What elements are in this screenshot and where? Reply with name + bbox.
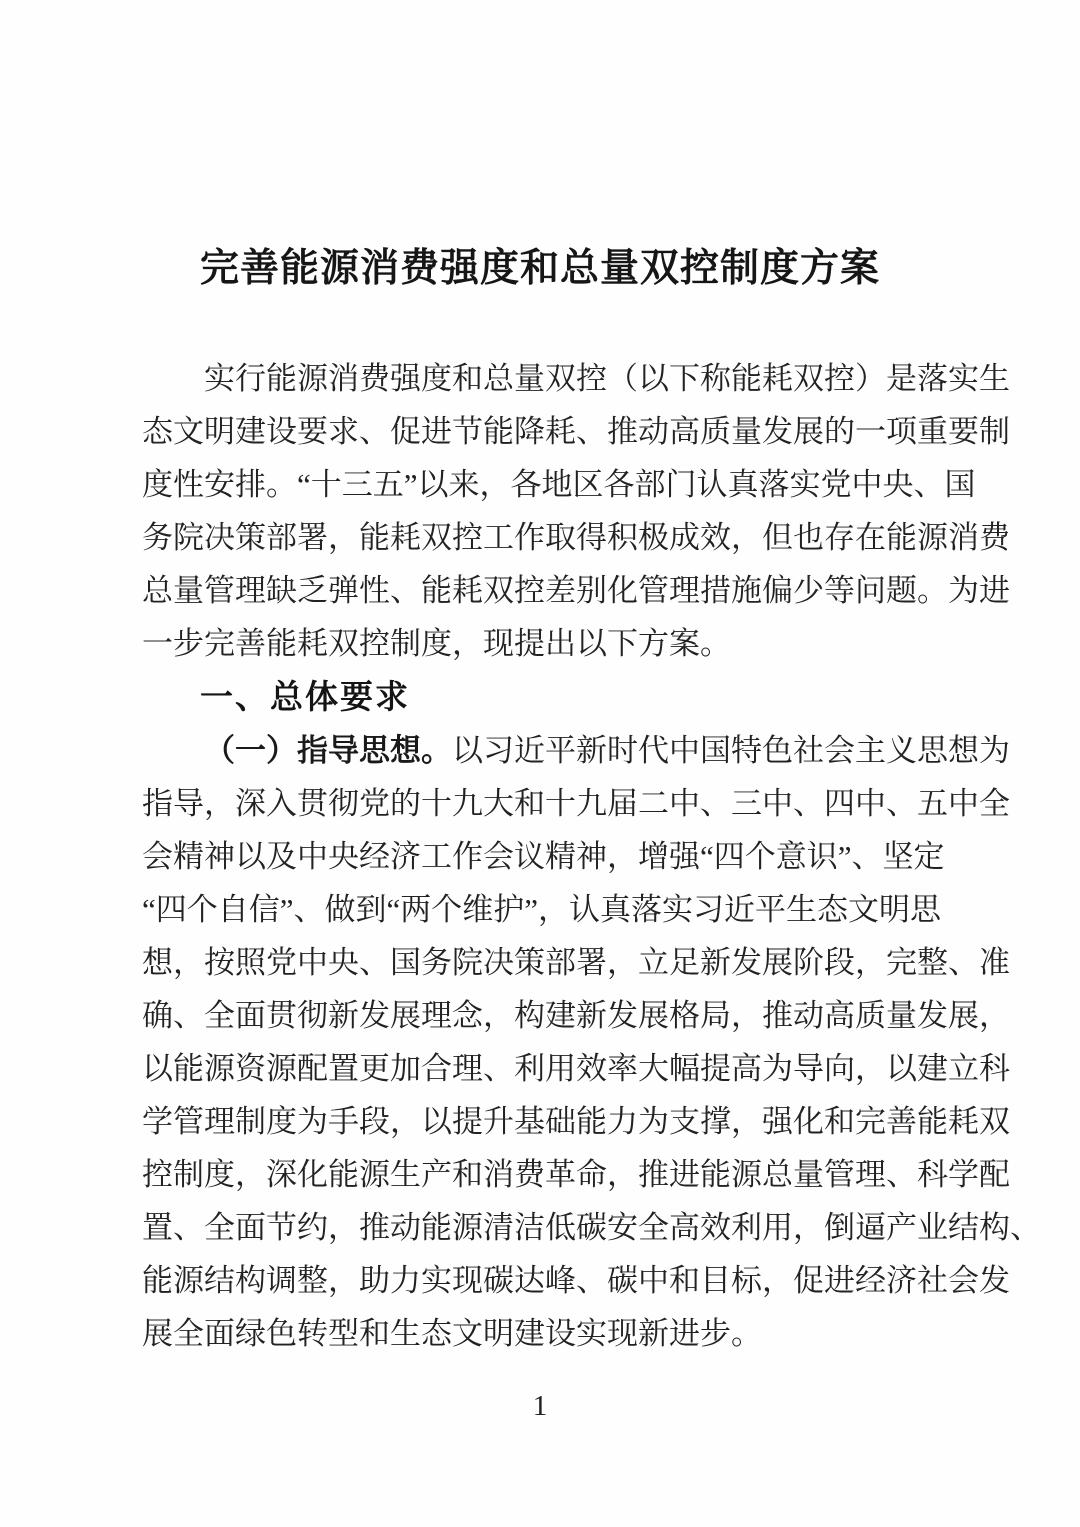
body-line: 总量管理缺乏弹性、能耗双控差别化管理措施偏少等问题。为进 xyxy=(142,573,1010,608)
intro-paragraph xyxy=(142,352,1010,670)
body-line: 实行能源消费强度和总量双控（以下称能耗双控）是落实生 xyxy=(204,361,1010,396)
body-line: 展全面绿色转型和生态文明建设实现新进步。 xyxy=(142,1316,762,1351)
body-line: 想，按照党中央、国务院决策部署，立足新发展阶段，完整、准 xyxy=(142,945,1010,980)
guiding-ideology-paragraph xyxy=(142,724,1041,1360)
body-line: 以能源资源配置更加合理、利用效率大幅提高为导向，以建立科 xyxy=(142,1051,1010,1086)
body-line: 置、全面节约，推动能源清洁低碳安全高效利用，倒逼产业结构、 xyxy=(142,1210,1041,1245)
paragraph-lead: （一）指导思想。 xyxy=(204,733,452,768)
body-line: 确、全面贯彻新发展理念，构建新发展格局，推动高质量发展， xyxy=(142,998,1010,1033)
body-line-text: 以习近平新时代中国特色社会主义思想为 xyxy=(452,733,1010,768)
document-body xyxy=(142,352,1041,1360)
body-line: 度性安排。“十三五”以来，各地区各部门认真落实党中央、国 xyxy=(142,467,976,502)
body-line: 一步完善能耗双控制度，现提出以下方案。 xyxy=(142,626,731,661)
page-number: 1 xyxy=(532,1390,548,1422)
body-line: 务院决策部署，能耗双控工作取得积极成效，但也存在能源消费 xyxy=(142,520,1010,555)
body-line: 会精神以及中央经济工作会议精神，增强“四个意识”、坚定 xyxy=(142,839,945,874)
body-line: 态文明建设要求、促进节能降耗、推动高质量发展的一项重要制 xyxy=(142,414,1010,449)
document-title: 完善能源消费强度和总量双控制度方案 xyxy=(199,247,880,290)
body-line: 学管理制度为手段，以提升基础能力为支撑，强化和完善能耗双 xyxy=(142,1104,1010,1139)
body-line: 能源结构调整，助力实现碳达峰、碳中和目标，促进经济社会发 xyxy=(142,1263,1010,1298)
body-line: 控制度，深化能源生产和消费革命，推进能源总量管理、科学配 xyxy=(142,1157,1010,1192)
section-heading-general-requirements: 一、总体要求 xyxy=(200,678,410,715)
body-line: “四个自信”、做到“两个维护”，认真落实习近平生态文明思 xyxy=(142,892,942,927)
body-line: 指导，深入贯彻党的十九大和十九届二中、三中、四中、五中全 xyxy=(142,786,1010,821)
body-line xyxy=(142,724,1010,777)
